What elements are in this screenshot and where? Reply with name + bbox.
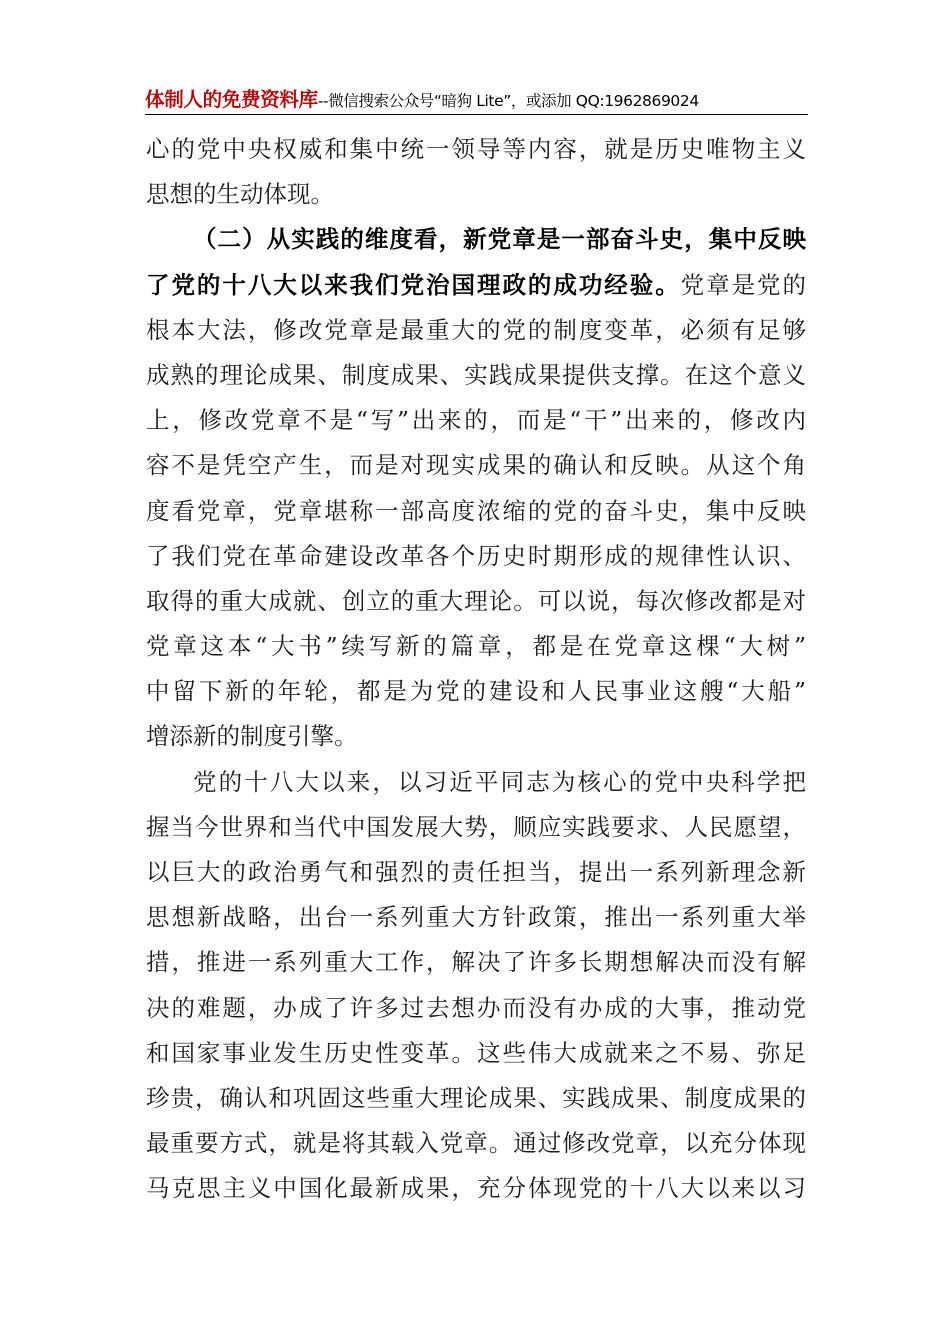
text-line: 上，修改党章不是“写”出来的，而是“干”出来的，修改内 <box>146 406 806 435</box>
text-line: 握当今世界和当代中国发展大势，顺应实践要求、人民愿望， <box>146 812 806 841</box>
text-line: 思想新战略，出台一系列重大方针政策，推出一系列重大举 <box>146 903 806 932</box>
document-body <box>146 127 806 1212</box>
text-line: 马克思主义中国化最新成果，充分体现党的十八大以来以习 <box>146 1174 806 1203</box>
section-heading-line: （二）从实践的维度看，新党章是一部奋斗史，集中反映 <box>193 225 806 254</box>
text-line: 根本大法，修改党章是最重大的党的制度变革，必须有足够 <box>146 315 806 344</box>
header-brand-title: 体制人的免费资料库 <box>145 88 318 111</box>
text-line: 珍贵，确认和巩固这些重大理论成果、实践成果、制度成果的 <box>146 1083 806 1112</box>
section-heading-text: 了党的十八大以来我们党治国理政的成功经验。 <box>146 270 681 299</box>
text-line: 取得的重大成就、创立的重大理论。可以说，每次修改都是对 <box>146 586 806 615</box>
text-line: 心的党中央权威和集中统一领导等内容，就是历史唯物主义 <box>146 135 806 163</box>
text-line: 容不是凭空产生，而是对现实成果的确认和反映。从这个角 <box>146 451 806 480</box>
text-line: 了我们党在革命建设改革各个历史时期形成的规律性认识、 <box>146 541 806 570</box>
header-contact-info: --微信搜索公众号“暗狗 Lite”，或添加 QQ:1962869024 <box>317 92 699 110</box>
text-line: 中留下新的年轮，都是为党的建设和人民事业这艘“大船” <box>146 677 806 706</box>
text-line: 最重要方式，就是将其载入党章。通过修改党章，以充分体现 <box>146 1129 806 1158</box>
text-span: 党章是党的 <box>680 270 807 299</box>
text-line: 决的难题，办成了许多过去想办而没有办成的大事，推动党 <box>146 993 806 1022</box>
text-line: 措，推进一系列重大工作，解决了许多长期想解决而没有解 <box>146 948 806 977</box>
text-line: 度看党章，党章堪称一部高度浓缩的党的奋斗史，集中反映 <box>146 496 806 525</box>
text-line: 增添新的制度引擎。 <box>146 722 358 751</box>
text-line: 党的十八大以来，以习近平同志为核心的党中央科学把 <box>193 767 806 796</box>
text-line: 成熟的理论成果、制度成果、实践成果提供支撑。在这个意义 <box>146 360 806 389</box>
section-heading-line-mixed <box>146 263 806 308</box>
text-line: 思想的生动体现。 <box>146 180 334 209</box>
header-divider <box>145 114 808 115</box>
text-line: 以巨大的政治勇气和强烈的责任担当，提出一系列新理念新 <box>146 858 806 886</box>
text-line: 和国家事业发生历史性变革。这些伟大成就来之不易、弥足 <box>146 1038 806 1067</box>
text-line: 党章这本“大书”续写新的篇章，都是在党章这棵“大树” <box>146 632 806 661</box>
